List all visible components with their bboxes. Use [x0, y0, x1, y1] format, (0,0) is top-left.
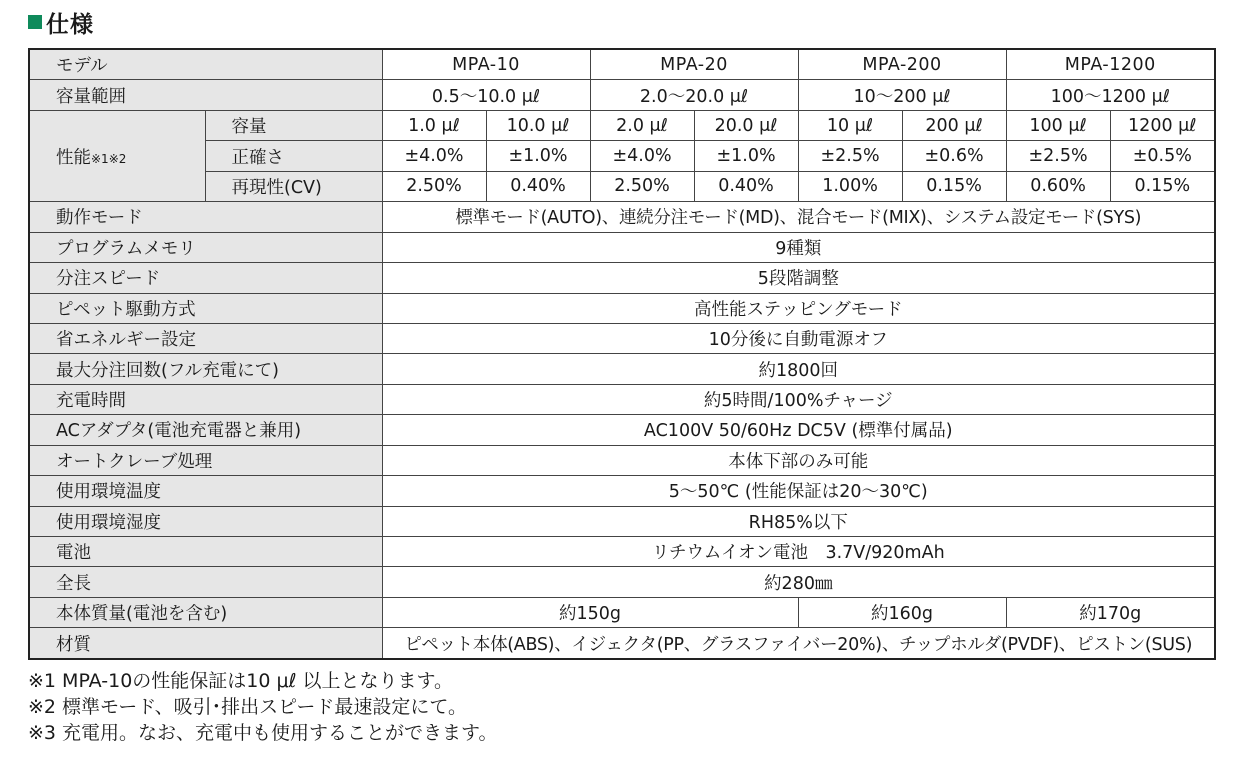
range-cell: 0.5～10.0 μℓ: [382, 80, 590, 110]
row-label: モデル: [29, 49, 382, 80]
accuracy-cell: ±4.0%: [382, 141, 486, 171]
mass-cell: 約170g: [1006, 597, 1215, 627]
table-row: [29, 384, 1215, 414]
row-label: 充電時間: [29, 384, 382, 414]
row-label: ACアダプタ(電池充電器と兼用): [29, 415, 382, 445]
capacity-cell: 20.0 μℓ: [694, 110, 798, 140]
accuracy-cell: ±1.0%: [486, 141, 590, 171]
table-row: [29, 354, 1215, 384]
mass-cell: 約160g: [798, 597, 1006, 627]
row-value: 9種類: [382, 232, 1215, 262]
footnotes: [28, 668, 498, 746]
performance-label-text: 性能: [56, 147, 91, 168]
repro-cell: 0.40%: [486, 171, 590, 201]
repro-cell: 0.40%: [694, 171, 798, 201]
accuracy-cell: ±1.0%: [694, 141, 798, 171]
row-label: 最大分注回数(フル充電にて): [29, 354, 382, 384]
row-value: 本体下部のみ可能: [382, 445, 1215, 475]
model-cell: MPA-200: [798, 49, 1006, 80]
row-label: 省エネルギー設定: [29, 323, 382, 353]
accuracy-cell: ±0.5%: [1110, 141, 1215, 171]
capacity-cell: 1.0 μℓ: [382, 110, 486, 140]
table-row-reproducibility: [29, 171, 1215, 201]
table-row-model: [29, 49, 1215, 80]
row-label: オートクレーブ処理: [29, 445, 382, 475]
row-value: 5～50℃ (性能保証は20～30℃): [382, 476, 1215, 506]
footnote: ※2 標準モード、吸引･排出スピード最速設定にて。: [28, 696, 467, 718]
row-value: 約280㎜: [382, 567, 1215, 597]
row-value: 5段階調整: [382, 263, 1215, 293]
table-row: [29, 476, 1215, 506]
capacity-cell: 2.0 μℓ: [590, 110, 694, 140]
model-cell: MPA-20: [590, 49, 798, 80]
row-label: プログラムメモリ: [29, 232, 382, 262]
row-sublabel: 再現性(CV): [205, 171, 382, 201]
table-row: [29, 323, 1215, 353]
row-sublabel: 容量: [205, 110, 382, 140]
row-value: 高性能ステッピングモード: [382, 293, 1215, 323]
row-sublabel: 正確さ: [205, 141, 382, 171]
table-row: [29, 202, 1215, 232]
table-row: [29, 537, 1215, 567]
repro-cell: 1.00%: [798, 171, 902, 201]
accuracy-cell: ±4.0%: [590, 141, 694, 171]
table-row-capacity: [29, 110, 1215, 140]
table-row: [29, 232, 1215, 262]
row-value: リチウムイオン電池 3.7V/920mAh: [382, 537, 1215, 567]
model-cell: MPA-10: [382, 49, 590, 80]
row-label: 使用環境温度: [29, 476, 382, 506]
capacity-cell: 1200 μℓ: [1110, 110, 1215, 140]
row-value: 約5時間/100%チャージ: [382, 384, 1215, 414]
repro-cell: 0.60%: [1006, 171, 1110, 201]
range-cell: 10～200 μℓ: [798, 80, 1006, 110]
row-value: AC100V 50/60Hz DC5V (標準付属品): [382, 415, 1215, 445]
square-bullet-icon: [28, 15, 42, 29]
row-label: 分注スピード: [29, 263, 382, 293]
row-label: 動作モード: [29, 202, 382, 232]
range-cell: 100～1200 μℓ: [1006, 80, 1215, 110]
section-title: [28, 6, 94, 38]
table-row: [29, 293, 1215, 323]
table-row: [29, 263, 1215, 293]
row-label: 電池: [29, 537, 382, 567]
table-row-mass: [29, 597, 1215, 627]
row-label: 本体質量(電池を含む): [29, 597, 382, 627]
table-row: [29, 445, 1215, 475]
mass-cell: 約150g: [382, 597, 798, 627]
row-value: RH85%以下: [382, 506, 1215, 536]
capacity-cell: 10.0 μℓ: [486, 110, 590, 140]
row-value: 10分後に自動電源オフ: [382, 323, 1215, 353]
table-row-range: [29, 80, 1215, 110]
performance-note-mark: ※1※2: [91, 151, 127, 166]
row-value: 標準モード(AUTO)、連続分注モード(MD)、混合モード(MIX)、システム設定モード(SYS): [382, 202, 1215, 232]
section-title-text: 仕様: [46, 11, 94, 38]
row-label: 全長: [29, 567, 382, 597]
row-label: 容量範囲: [29, 80, 382, 110]
table-row: [29, 567, 1215, 597]
performance-label: [29, 110, 205, 201]
row-label: 材質: [29, 628, 382, 659]
footnote: ※3 充電用。なお、充電中も使用することができます。: [28, 722, 498, 744]
repro-cell: 0.15%: [1110, 171, 1215, 201]
repro-cell: 2.50%: [382, 171, 486, 201]
row-label: 使用環境湿度: [29, 506, 382, 536]
accuracy-cell: ±2.5%: [798, 141, 902, 171]
row-value: ピペット本体(ABS)、イジェクタ(PP、グラスファイバー20%)、チップホルダ(PVDF)、ピストン(SUS): [382, 628, 1215, 659]
row-label: ピペット駆動方式: [29, 293, 382, 323]
table-row: [29, 506, 1215, 536]
range-cell: 2.0～20.0 μℓ: [590, 80, 798, 110]
accuracy-cell: ±0.6%: [902, 141, 1006, 171]
table-row: [29, 415, 1215, 445]
repro-cell: 2.50%: [590, 171, 694, 201]
repro-cell: 0.15%: [902, 171, 1006, 201]
capacity-cell: 10 μℓ: [798, 110, 902, 140]
capacity-cell: 100 μℓ: [1006, 110, 1110, 140]
footnote: ※1 MPA-10の性能保証は10 μℓ 以上となります。: [28, 670, 453, 692]
row-value: 約1800回: [382, 354, 1215, 384]
table-row-accuracy: [29, 141, 1215, 171]
spec-table: [28, 48, 1216, 660]
accuracy-cell: ±2.5%: [1006, 141, 1110, 171]
capacity-cell: 200 μℓ: [902, 110, 1006, 140]
table-row-material: [29, 628, 1215, 659]
model-cell: MPA-1200: [1006, 49, 1215, 80]
